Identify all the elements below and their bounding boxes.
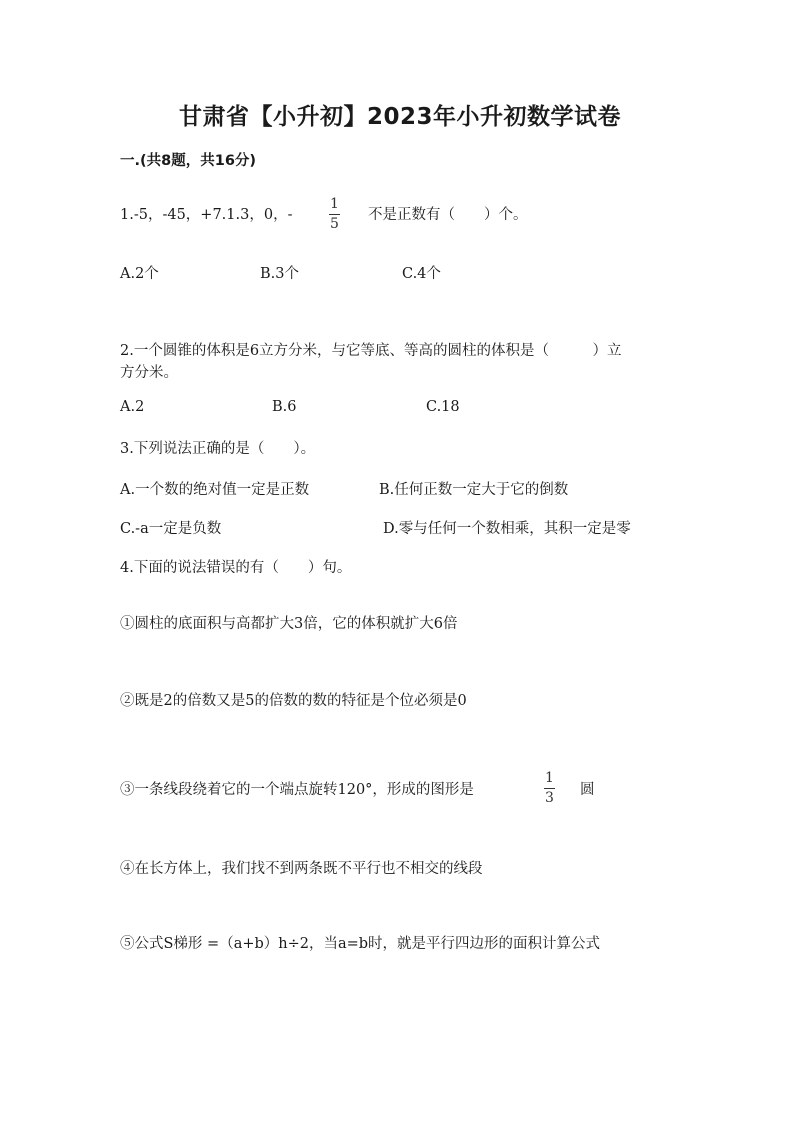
question-2-option-a: A.2: [120, 399, 145, 415]
question-1-option-c: C.4个: [402, 266, 441, 282]
question-1-stem-end: 不是正数有（ ）个。: [368, 207, 528, 223]
question-3-option-a: A.一个数的绝对值一定是正数: [120, 482, 310, 498]
question-4-statement-3-start: ③一条线段绕着它的一个端点旋转120°，形成的图形是: [120, 782, 474, 798]
question-2-option-c: C.18: [426, 399, 460, 415]
question-1-option-a: A.2个: [120, 266, 159, 282]
question-1-option-b: B.3个: [260, 266, 299, 282]
section-heading: 一.(共8题，共16分): [120, 153, 257, 169]
question-2-option-b: B.6: [272, 399, 297, 415]
question-4-statement-1: ①圆柱的底面积与高都扩大3倍，它的体积就扩大6倍: [120, 616, 458, 632]
fraction-denominator: 5: [330, 216, 339, 232]
fraction-numerator: 1: [545, 770, 554, 786]
fraction-denominator: 3: [545, 790, 554, 806]
fraction-bar: [329, 214, 340, 215]
question-4-fraction: [544, 771, 555, 806]
question-4-statement-2: ②既是2的倍数又是5的倍数的数的特征是个位必须是0: [120, 693, 467, 709]
question-4-statement-3-end: 圆: [580, 782, 595, 798]
question-3-option-c: C.-a一定是负数: [120, 521, 222, 537]
question-3-option-b: B.任何正数一定大于它的倒数: [379, 482, 569, 498]
fraction-numerator: 1: [330, 196, 339, 212]
question-1-stem-start: 1.-5，-45，+7.1.3，0，-: [120, 207, 293, 223]
question-4-statement-4: ④在长方体上，我们找不到两条既不平行也不相交的线段: [120, 861, 483, 877]
question-4-stem: 4.下面的说法错误的有（ ）句。: [120, 560, 352, 576]
question-4-statement-5: ⑤公式S梯形 =（a+b）h÷2，当a=b时，就是平行四边形的面积计算公式: [120, 936, 601, 952]
question-1-fraction: [329, 197, 340, 232]
question-2-stem-line1: 2.一个圆锥的体积是6立方分米，与它等底、等高的圆柱的体积是（ ）立: [120, 343, 622, 359]
question-3-stem: 3.下列说法正确的是（ ）。: [120, 441, 316, 457]
page-title: 甘肃省【小升初】2023年小升初数学试卷: [178, 104, 621, 130]
fraction-bar: [544, 788, 555, 789]
question-2-stem-line2: 方分米。: [120, 365, 178, 381]
question-3-option-d: D.零与任何一个数相乘，其积一定是零: [383, 521, 631, 537]
